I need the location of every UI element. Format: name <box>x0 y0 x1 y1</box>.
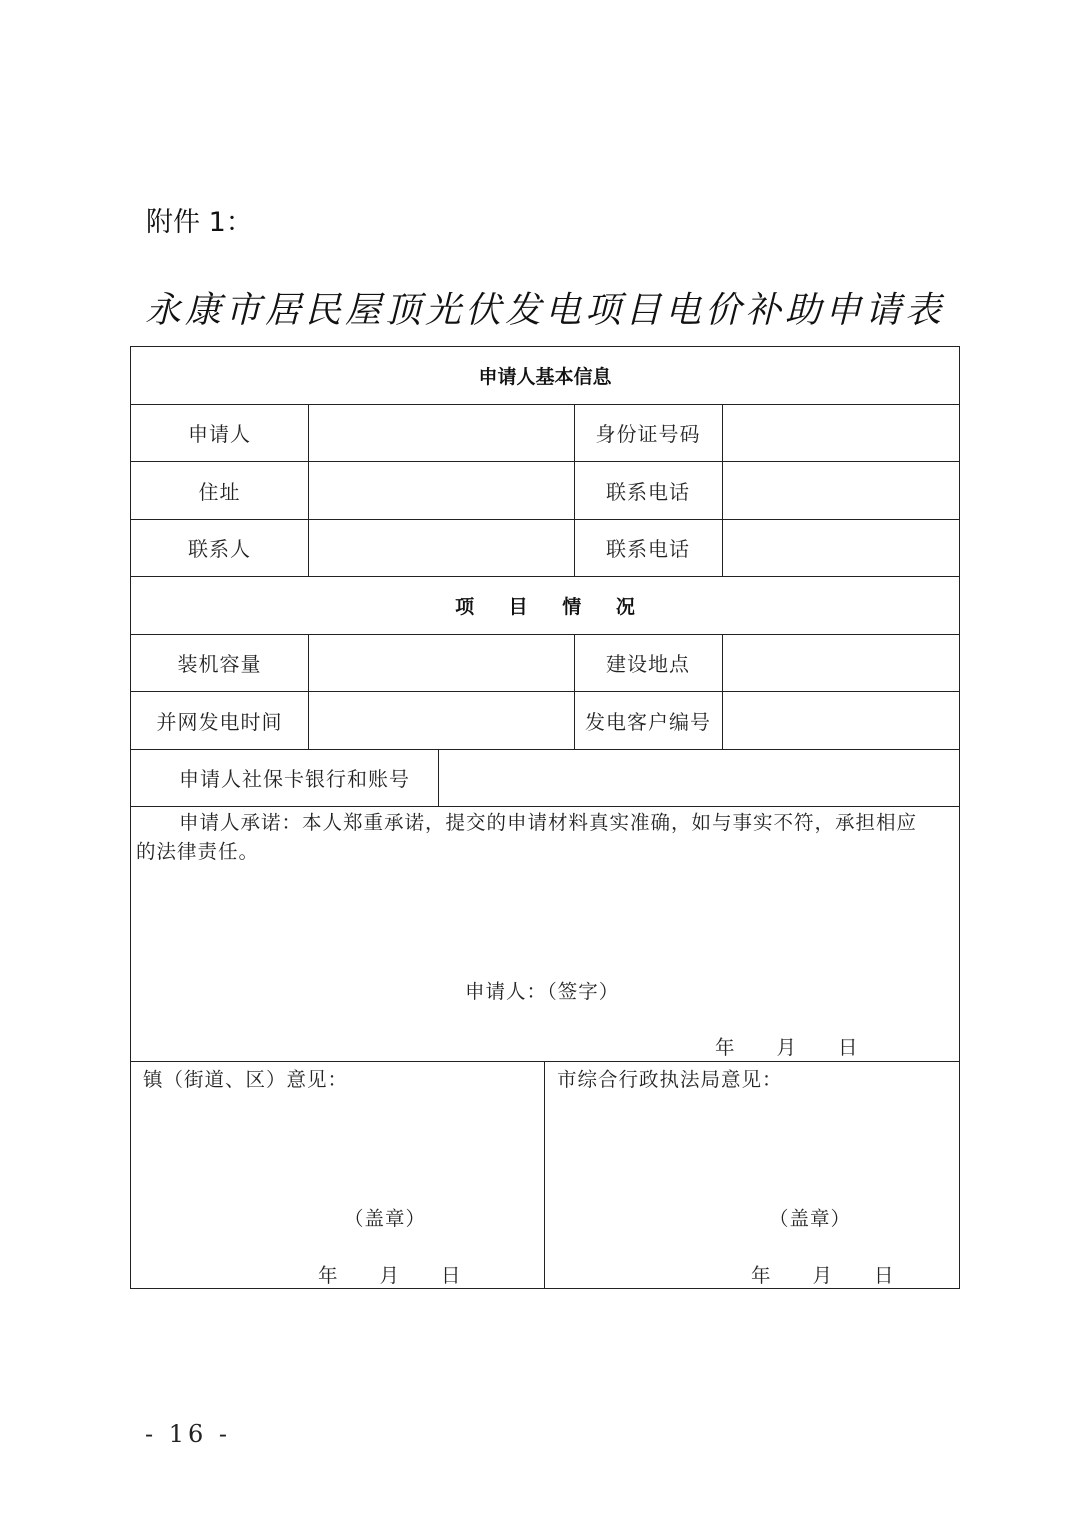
pledge-text-line-1: 申请人承诺：本人郑重承诺，提交的申请材料真实准确，如与事实不符，承担相应 <box>179 811 918 834</box>
label-phone-1: 联系电话 <box>606 479 690 504</box>
contact-person-input[interactable] <box>309 519 574 576</box>
label-contact-person: 联系人 <box>188 537 251 561</box>
pledge-text-line-2: 的法律责任。 <box>136 840 260 863</box>
label-customer-number: 发电客户编号 <box>585 709 711 734</box>
page-number: - 16 - <box>145 1420 232 1448</box>
applicant-signature-label: 申请人：（签字） <box>465 980 620 1003</box>
address-input[interactable] <box>309 461 574 519</box>
grid-time-input[interactable] <box>309 691 574 749</box>
town-date: 年 月 日 <box>318 1264 462 1287</box>
attachment-label: 附件 1： <box>146 207 253 238</box>
bureau-seal-label: （盖章） <box>769 1207 852 1230</box>
applicant-input[interactable] <box>309 404 574 461</box>
phone-2-input[interactable] <box>723 519 959 576</box>
pledge-date: 年 月 日 <box>715 1036 859 1059</box>
capacity-input[interactable] <box>309 634 574 691</box>
label-capacity: 装机容量 <box>177 652 262 676</box>
location-input[interactable] <box>723 634 959 691</box>
row-divider <box>131 806 959 807</box>
section-applicant-info: 申请人基本信息 <box>478 366 612 388</box>
label-phone-2: 联系电话 <box>606 537 690 561</box>
section-project-info: 项 目 情 况 <box>455 595 649 618</box>
label-bank-account: 申请人社保卡银行和账号 <box>179 767 410 791</box>
bureau-date: 年 月 日 <box>751 1264 895 1287</box>
column-divider <box>544 1061 545 1289</box>
bureau-opinion-label: 市综合行政执法局意见： <box>557 1068 783 1091</box>
application-form <box>130 346 960 1289</box>
town-opinion-label: 镇（街道、区）意见： <box>143 1068 349 1091</box>
customer-number-input[interactable] <box>723 691 959 749</box>
id-number-input[interactable] <box>723 404 959 461</box>
label-applicant: 申请人 <box>188 422 251 446</box>
bank-account-input[interactable] <box>439 749 959 806</box>
label-grid-time: 并网发电时间 <box>156 709 283 734</box>
phone-1-input[interactable] <box>723 461 959 519</box>
label-address: 住址 <box>198 479 241 504</box>
form-title: 永康市居民屋顶光伏发电项目电价补助申请表 <box>144 290 945 331</box>
label-location: 建设地点 <box>606 652 690 676</box>
town-seal-label: （盖章） <box>344 1207 427 1230</box>
label-id-number: 身份证号码 <box>595 422 701 446</box>
